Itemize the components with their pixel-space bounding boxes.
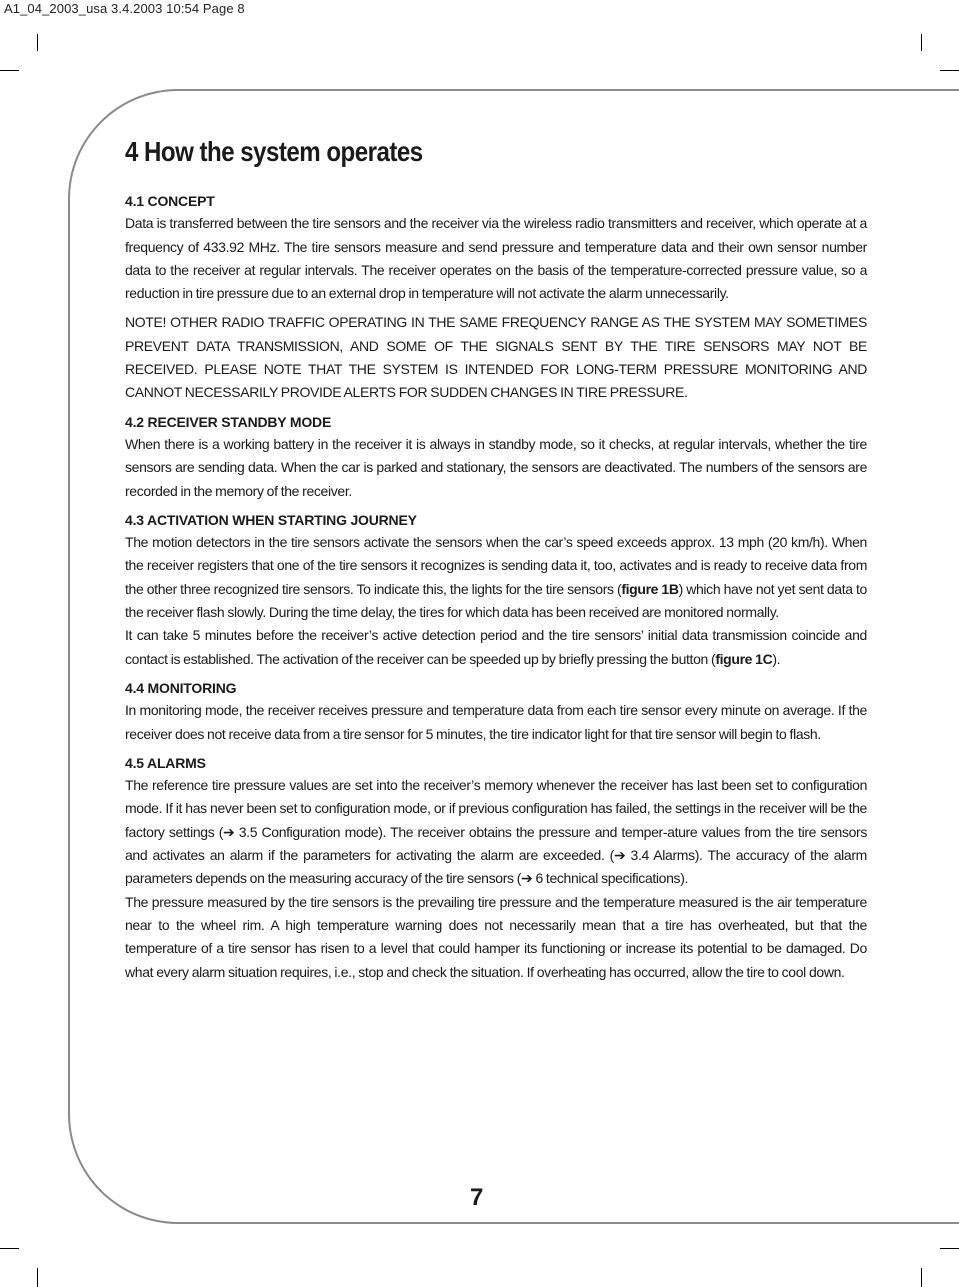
crop-mark	[940, 70, 959, 71]
text-run: The motion detectors in the tire sensors activate the sensors when the car’s speed exceeds approx. 13 mph (20 km/h). When the receiver registers that one of the tire sensors it recognizes is sending data it, too, activates and is ready to receive data from the other three recognized tire sensors. To indicate this, the lights for the tire sensors (	[125, 534, 867, 597]
paragraph: When there is a working battery in the receiver it is always in standby mode, so it checks, at regular intervals, whether the tire sensors are sending data. When the car is parked and stationary, the sensors are deactivated. The numbers of the sensors are recorded in the memory of the receiver.	[125, 435, 867, 499]
section-activation	[125, 509, 867, 671]
crop-mark	[940, 1248, 959, 1249]
print-slug: A1_04_2003_usa 3.4.2003 10:54 Page 8	[4, 1, 245, 16]
arrow-icon: ➔	[613, 847, 626, 864]
arrow-icon: ➔	[521, 870, 533, 887]
section-title: 4.3 ACTIVATION WHEN STARTING JOURNEY	[125, 511, 417, 528]
paragraph: In monitoring mode, the receiver receives pressure and temperature data from each tire sensor every minute on average. If the receiver does not receive data from a tire sensor for 5 minutes, the tire indicator light for that tire sensor will begin to flash.	[125, 702, 867, 742]
text-run: ).	[772, 650, 781, 667]
crop-mark	[37, 34, 38, 51]
page-content	[125, 134, 867, 990]
arrow-icon: ➔	[223, 823, 235, 840]
note-paragraph: NOTE! OTHER RADIO TRAFFIC OPERATING IN THE SAME FREQUENCY RANGE AS THE SYSTEM MAY SOMETIMES PREVENT DATA TRANSMISSION, AND SOME OF THE SIGNALS SENT BY THE TIRE SENSORS MAY NOT BE RECEIVED. PLEASE NOTE THAT THE SYSTEM IS INTENDED FOR LONG-TERM PRESSURE MONITORING AND CANNOT NECESSARILY PROVIDE ALERTS FOR SUDDEN CHANGES IN TIRE PRESSURE.	[125, 314, 867, 401]
figure-ref: figure 1C	[715, 650, 773, 667]
text-run: It can take 5 minutes before the receiver’s active detection period and the tire sensors’ initial data transmission coincide and contact is established. The activation of the receiver can be speeded up by briefly pressing the button (	[125, 627, 867, 667]
crop-mark	[0, 70, 19, 71]
text-run: ) which have not yet sent data to the receiver flash slowly. During the time delay, the tires for which data has been received are monitored normally.	[125, 580, 867, 621]
crop-mark	[37, 1268, 38, 1287]
figure-ref: figure 1B	[621, 580, 679, 597]
section-alarms	[125, 752, 867, 984]
text-run: 6 technical specifications).	[532, 870, 689, 887]
crop-mark	[921, 34, 922, 51]
section-title: 4.2 RECEIVER STANDBY MODE	[125, 413, 332, 430]
section-title: 4.4 MONITORING	[125, 679, 237, 696]
section-title: 4.1 CONCEPT	[125, 193, 215, 209]
paragraph	[125, 624, 867, 671]
text-run: The reference tire pressure values are set into the receiver’s memory whenever the receiver has last been set to configuration mode. If it has never been set to configuration mode, or if previous configuration has failed, the settings in the receiver will be the factory settings (	[125, 777, 867, 840]
paragraph	[125, 531, 867, 624]
section-standby	[125, 411, 867, 503]
text-run: 3.5 Configuration mode). The receiver obtains the pressure and temper-ature values from the tire sensors and activates an alarm if the parameters for activating the alarm are exceeded. (	[125, 823, 868, 864]
section-monitoring	[125, 677, 867, 746]
text-run: 3.4 Alarms). The accuracy of the alarm parameters depends on the measuring accuracy of the tire sensors (	[125, 847, 867, 887]
paragraph: Data is transferred between the tire sensors and the receiver via the wireless radio transmitters and receiver, which operate at a frequency of 433.92 MHz. The tire sensors measure and send pressure and temperature data and their own sensor number data to the receiver at regular intervals. The receiver operates on the basis of the temperature-corrected pressure value, so a reduction in tire pressure due to an external drop in temperature will not activate the alarm unnecessarily.	[125, 215, 867, 302]
paragraph: The pressure measured by the tire sensors is the prevailing tire pressure and the temperature measured is the air temperature near to the wheel rim. A high temperature warning does not necessarily mean that a tire has overheated, but that the temperature of a tire sensor has risen to a level that could hamper its functioning or increase its potential to be damaged. Do what every alarm situation requires, i.e., stop and check the situation. If overheating has occurred, allow the tire to cool down.	[125, 893, 867, 980]
section-concept	[125, 190, 867, 305]
section-title: 4.5 ALARMS	[125, 754, 206, 771]
crop-mark	[921, 1268, 922, 1287]
crop-mark	[0, 1248, 19, 1249]
paragraph	[125, 774, 867, 890]
chapter-title: 4 How the system operates	[125, 136, 423, 167]
page-number: 7	[470, 1184, 484, 1211]
